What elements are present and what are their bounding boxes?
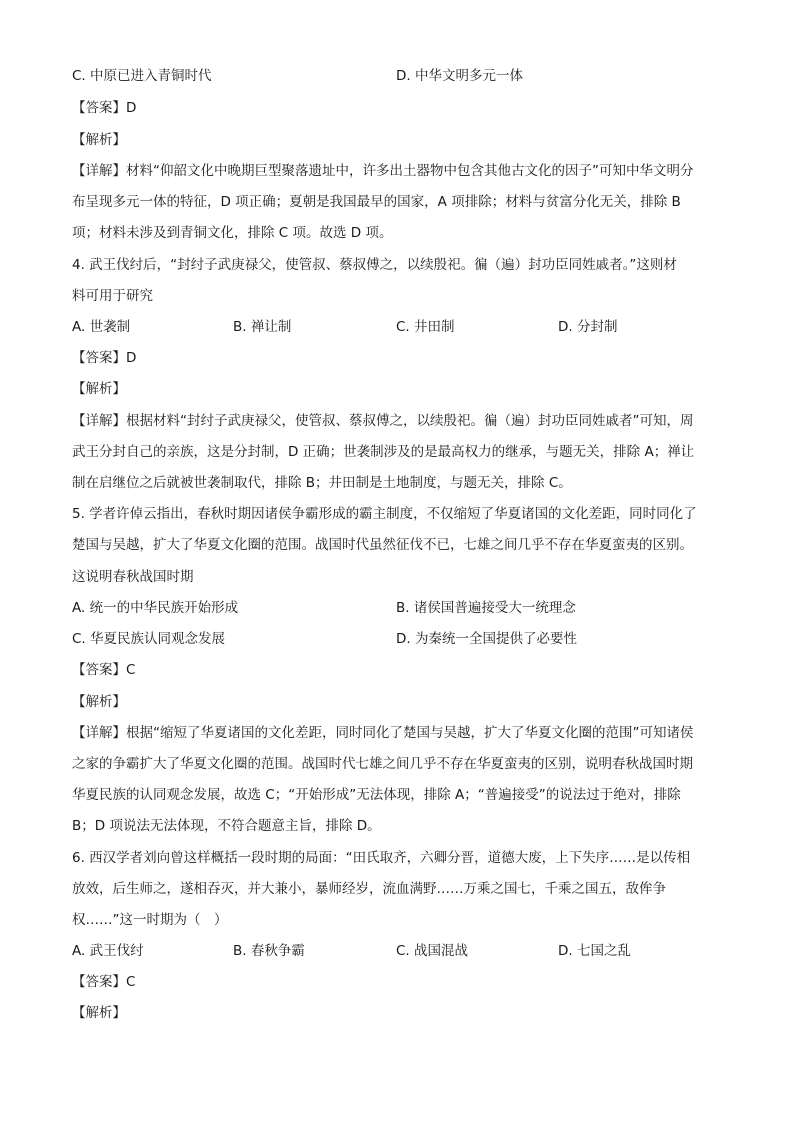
question-stem: 6. 西汉学者刘向曾这样概括一段时期的局面：“田氏取齐，六卿分晋，道德大废，上下失序……是以传相 <box>72 850 691 866</box>
analysis-label: 【解析】 <box>72 1005 126 1021</box>
analysis-label: 【解析】 <box>72 381 126 397</box>
question-stem: 权……”这一时期为（ ） <box>72 912 228 928</box>
answer-label: 【答案】D <box>72 100 137 116</box>
detail-line: 【详解】根据材料“封纣子武庚禄父，使管叔、蔡叔傅之，以续殷祀。徧（遍）封功臣同姓戚者”可知，周 <box>72 413 694 429</box>
option-d: D. 中华文明多元一体 <box>396 68 523 84</box>
option-a: A. 武王伐纣 <box>72 943 144 959</box>
option-d: D. 分封制 <box>558 319 618 335</box>
question-stem: 5. 学者许倬云指出，春秋时期因诸侯争霸形成的霸主制度，不仅缩短了华夏诸国的文化差距，同时同化了 <box>72 506 697 522</box>
detail-line: 之家的争霸扩大了华夏文化圈的范围。战国时代七雄之间几乎不存在华夏蛮夷的区别，说明春秋战国时期 <box>72 756 693 772</box>
option-c: C. 井田制 <box>396 319 455 335</box>
option-a: A. 世袭制 <box>72 319 131 335</box>
answer-label: 【答案】D <box>72 350 137 366</box>
answer-label: 【答案】C <box>72 662 136 678</box>
detail-line: 【详解】根据“缩短了华夏诸国的文化差距，同时同化了楚国与吴越，扩大了华夏文化圈的范围”可知诸侯 <box>72 725 694 741</box>
detail-line: 华夏民族的认同观念发展，故选 C；“开始形成”无法体现，排除 A；“普遍接受”的说法过于绝对，排除 <box>72 787 681 803</box>
option-d: D. 七国之乱 <box>558 943 631 959</box>
answer-label: 【答案】C <box>72 974 136 990</box>
analysis-label: 【解析】 <box>72 132 126 148</box>
option-a: A. 统一的中华民族开始形成 <box>72 600 239 616</box>
option-c: C. 战国混战 <box>396 943 469 959</box>
question-stem: 这说明春秋战国时期 <box>72 569 194 585</box>
question-stem: 4. 武王伐纣后，“封纣子武庚禄父，使管叔、蔡叔傅之，以续殷祀。徧（遍）封功臣同姓戚者。”这则材 <box>72 257 677 273</box>
detail-line: 布呈现多元一体的特征，D 项正确；夏朝是我国最早的国家，A 项排除；材料与贫富分化无关，排除 B <box>72 194 681 210</box>
detail-line: B；D 项说法无法体现，不符合题意主旨，排除 D。 <box>72 818 381 834</box>
option-c: C. 华夏民族认同观念发展 <box>72 631 226 647</box>
detail-line: 项；材料未涉及到青铜文化，排除 C 项。故选 D 项。 <box>72 225 393 241</box>
option-b: B. 禅让制 <box>233 319 292 335</box>
question-stem: 放效，后生师之，遂相吞灭，并大兼小，暴师经岁，流血满野……万乘之国七，千乘之国五，敌侔争 <box>72 881 666 897</box>
option-b: B. 诸侯国普遍接受大一统理念 <box>396 600 576 616</box>
analysis-label: 【解析】 <box>72 694 126 710</box>
option-b: B. 春秋争霸 <box>233 943 305 959</box>
detail-line: 武王分封自己的亲族，这是分封制，D 正确；世袭制涉及的是最高权力的继承，与题无关，排除 A；禅让 <box>72 444 695 460</box>
detail-line: 制在启继位之后就被世袭制取代，排除 B；井田制是土地制度，与题无关，排除 C。 <box>72 475 572 491</box>
detail-line: 【详解】材料“仰韶文化中晚期巨型聚落遗址中，许多出土器物中包含其他古文化的因子”可知中华文明分 <box>72 163 694 179</box>
option-c: C. 中原已进入青铜时代 <box>72 68 212 84</box>
question-stem: 料可用于研究 <box>72 288 153 304</box>
question-stem: 楚国与吴越，扩大了华夏文化圈的范围。战国时代虽然征伐不已，七雄之间几乎不存在华夏蛮夷的区别。 <box>72 537 693 553</box>
option-d: D. 为秦统一全国提供了必要性 <box>396 631 577 647</box>
